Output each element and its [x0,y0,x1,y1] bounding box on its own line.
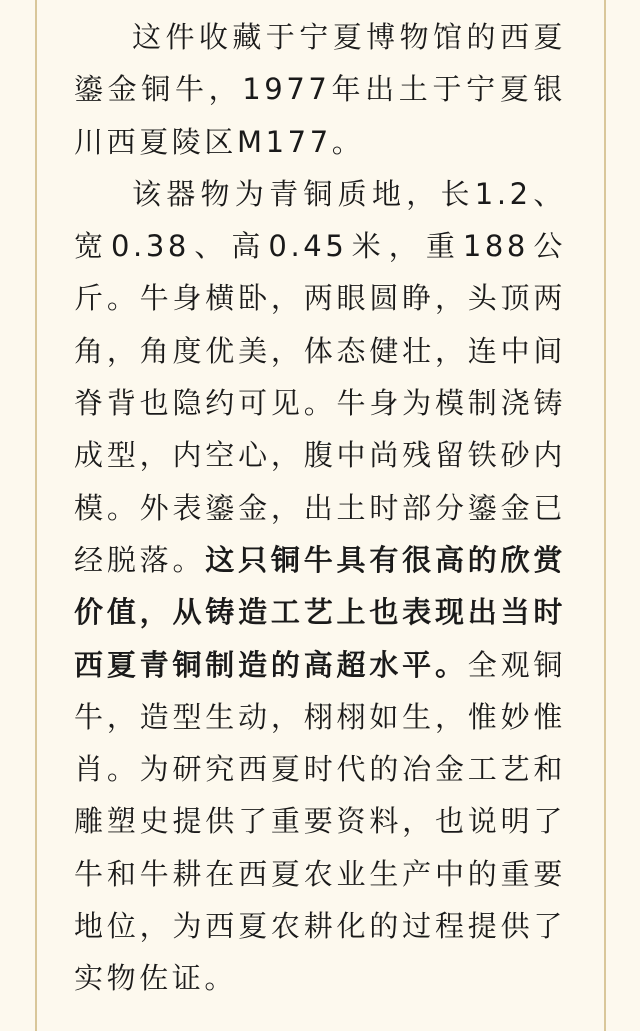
paragraph-intro [74,11,566,168]
paragraph-description-emphasis: 这只铜牛具有很高的欣赏价值，从铸造工艺上也表现出当时西夏青铜制造的高超水平。 [74,542,566,682]
paragraph-description-tail: 全观铜牛，造型生动，栩栩如生，惟妙惟肖。为研究西夏时代的冶金工艺和雕塑史提供了重要资料，也说明了牛和牛耕在西夏农业生产中的重要地位，为西夏农耕化的过程提供了实物佐证。 [74,647,566,996]
article-body [74,11,566,1005]
paragraph-description-lead: 该器物为青铜质地，长1.2、宽0.38、高0.45米，重188公斤。牛身横卧，两眼圆睁，头顶两角，角度优美，体态健壮，连中间脊背也隐约可见。牛身为模制浇铸成型，内空心，腹中尚残留铁砂内模。外表鎏金，出土时部分鎏金已经脱落。 [74,176,566,577]
left-border-rule [35,0,37,1031]
paragraph-description [74,168,566,1005]
right-border-rule [604,0,606,1031]
paragraph-intro-text: 这件收藏于宁夏博物馆的西夏鎏金铜牛，1977年出土于宁夏银川西夏陵区M177。 [74,20,566,159]
